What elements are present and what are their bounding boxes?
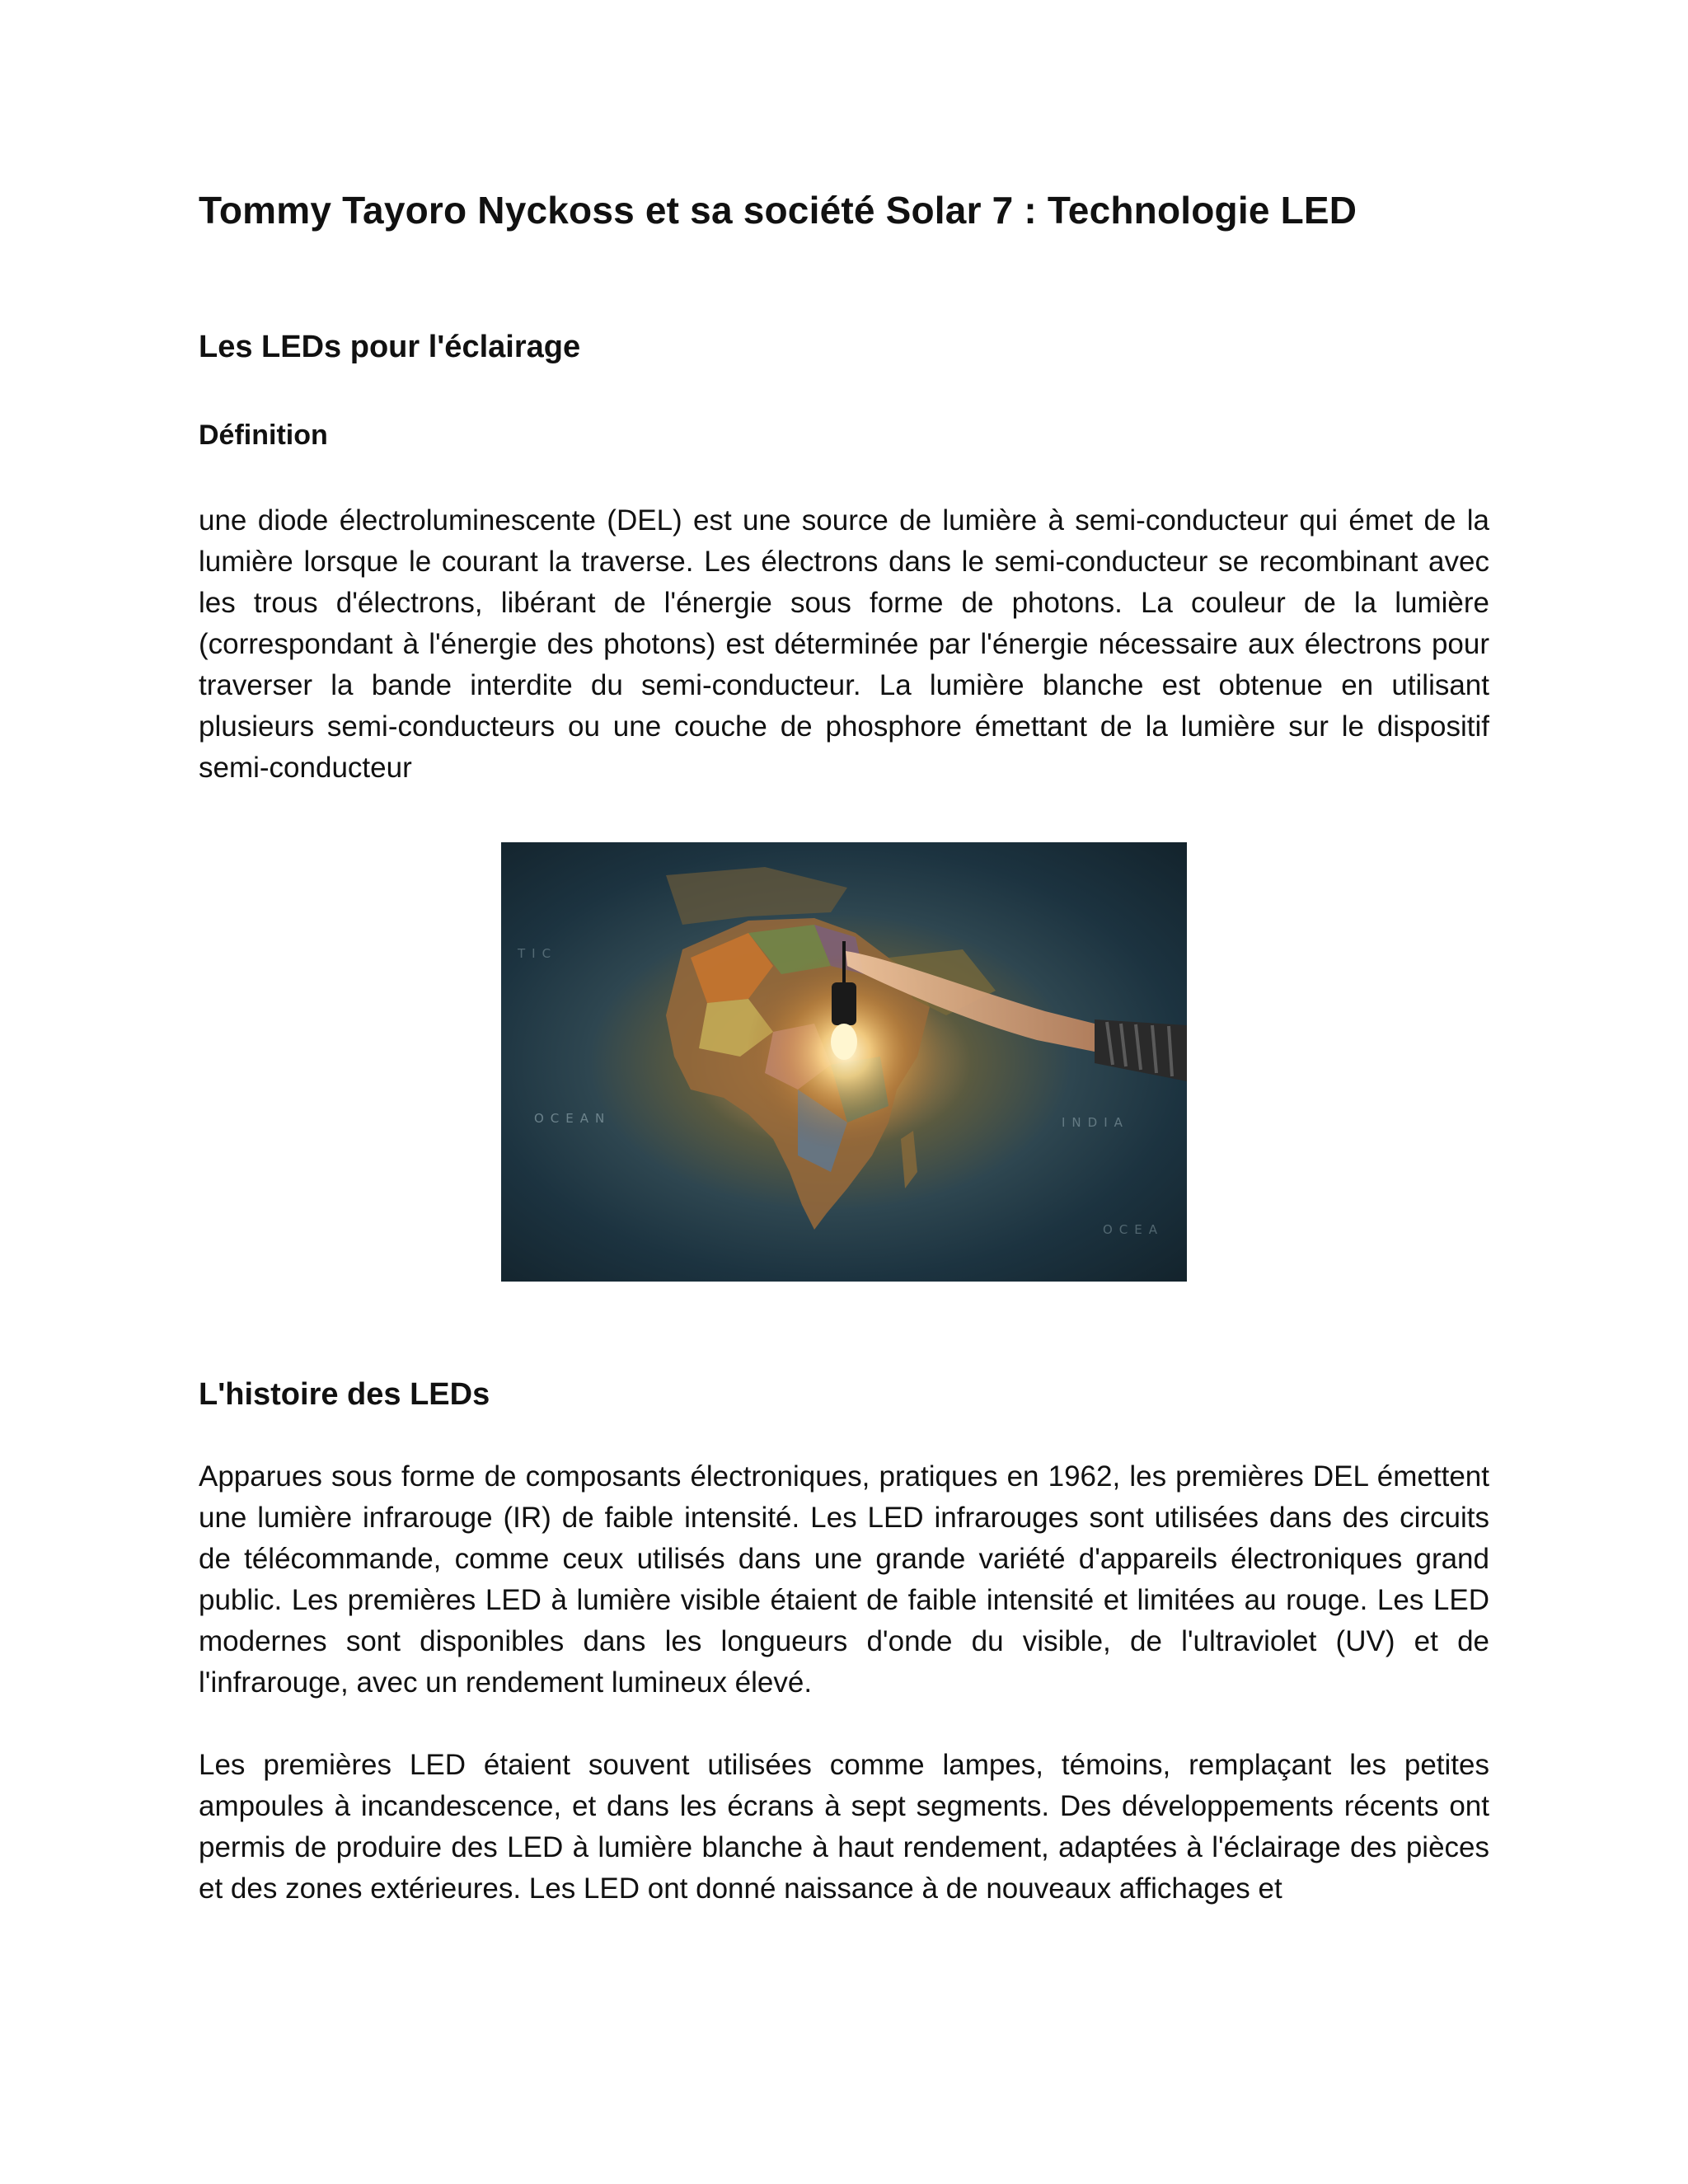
document-title: Tommy Tayoro Nyckoss et sa société Solar 7 : Technologie LED: [199, 189, 1357, 232]
document-content: [199, 188, 1489, 1910]
figure-container: [199, 842, 1489, 1282]
europe-landmass: [666, 867, 847, 925]
map-lightbulb-image: [501, 842, 1187, 1282]
map-label-india: INDIA: [1062, 1114, 1129, 1130]
history-paragraph-1: Apparues sous forme de composants électroniques, pratiques en 1962, les premières DEL émettent une lumière infrarouge (IR) de faible intensité. Les LED infrarouges sont utilisées dans des circuits de télécommande, comme ceux utilisés dans une grande variété d'appareils électroniques grand public. Les premières LED à lumière visible étaient de faible intensité et limitées au rouge. Les LED modernes sont disponibles dans les longueurs d'onde du visible, de l'ultraviolet (UV) et de l'infrarouge, avec un rendement lumineux élevé.: [199, 1460, 1489, 1699]
bulb-socket: [832, 982, 856, 1025]
definition-paragraph: une diode électroluminescente (DEL) est une source de lumière à semi-conducteur qui émet de la lumière lorsque le courant la traverse. Les électrons dans le semi-conducteur se recombinant avec les trous d'électrons, libérant de l'énergie sous forme de photons. La couleur de la lumière (correspondant à l'énergie des photons) est déterminée par l'énergie nécessaire aux électrons pour traverser la bande interdite du semi-conducteur. La lumière blanche est obtenue en utilisant plusieurs semi-conducteurs ou une couche de phosphore émettant de la lumière sur le dispositif semi-conducteur: [199, 504, 1489, 784]
section-heading-lighting: Les LEDs pour l'éclairage: [199, 330, 581, 365]
madagascar: [901, 1131, 917, 1188]
lightbulb: [831, 1024, 857, 1060]
section-heading-history: L'histoire des LEDs: [199, 1376, 490, 1412]
map-lightbulb-illustration: [501, 842, 1187, 1282]
subheading-definition: Définition: [199, 419, 328, 451]
map-label-ocean: OCEAN: [534, 1110, 612, 1126]
map-label-ocea: OCEA: [1103, 1221, 1165, 1237]
history-paragraph-2: Les premières LED étaient souvent utilisées comme lampes, témoins, remplaçant les petites ampoules à incandescence, et dans les écrans à sept segments. Des développements récents ont permis de produire des LED à lumière blanche à haut rendement, adaptées à l'éclairage des pièces et des zones extérieures. Les LED ont donné naissance à de nouveaux affichages et: [199, 1749, 1489, 1905]
map-label-tic: TIC: [518, 945, 558, 961]
